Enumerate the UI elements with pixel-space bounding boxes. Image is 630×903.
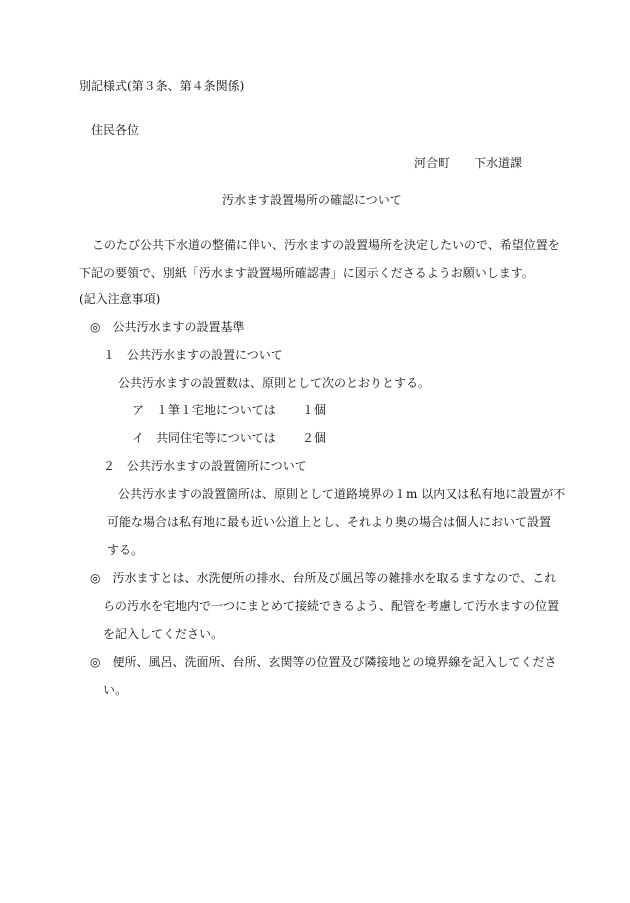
item2-body-line-1: 公共汚水ますの設置箇所は、原則として道路境界の１m 以内又は私有地に設置が不 [118, 487, 566, 501]
item1-row-a-count: １個 [302, 403, 327, 417]
form-label: 別記様式(第３条、第４条関係) [79, 79, 245, 93]
notes-heading: (記入注意事項) [79, 292, 161, 306]
intro-line-1: このたび公共下水道の整備に伴い、汚水ますの設置場所を決定したいので、希望位置を [92, 238, 560, 252]
note2-line-1: ◎ 汚水ますとは、水洗便所の排水、台所及び風呂等の雑排水を取るますなので、これ [90, 571, 557, 585]
standard-heading: ◎ 公共汚水ますの設置基準 [90, 320, 245, 334]
item2-heading: ２ 公共汚水ますの設置箇所について [103, 459, 307, 473]
item1-row-b [132, 431, 327, 445]
sender-department: 下水道課 [474, 156, 523, 170]
sender-town: 河合町 [414, 156, 451, 170]
item1-body: 公共汚水ますの設置数は、原則として次のとおりとする。 [118, 376, 431, 390]
item2-body-line-2: 可能な場合は私有地に最も近い公道上とし、それより奥の場合は個人において設置 [107, 515, 552, 529]
item1-heading: １ 公共汚水ますの設置について [103, 348, 283, 362]
note3-line-2: い。 [103, 683, 128, 697]
intro-line-2: 下記の要領で、別紙「汚水ます設置場所確認書」に図示くださるようお願いします。 [79, 266, 534, 280]
note2-line-2: らの汚水を宅地内で一つにまとめて接続できるよう、配管を考慮して汚水ますの位置 [103, 599, 560, 613]
item1-row-b-label: イ 共同住宅等については [132, 431, 276, 445]
item1-row-a [132, 403, 327, 417]
item1-row-a-label: ア １筆１宅地については [132, 403, 276, 417]
note3-line-1: ◎ 便所、風呂、洗面所、台所、玄関等の位置及び隣接地との境界線を記入してくださ [90, 655, 557, 669]
item2-body-line-3: する。 [107, 543, 144, 557]
addressee: 住民各位 [91, 123, 140, 137]
note2-line-3: を記入してください。 [103, 627, 224, 641]
item1-row-b-count: ２個 [302, 431, 327, 445]
document-title: 汚水ます設置場所の確認について [222, 193, 402, 207]
